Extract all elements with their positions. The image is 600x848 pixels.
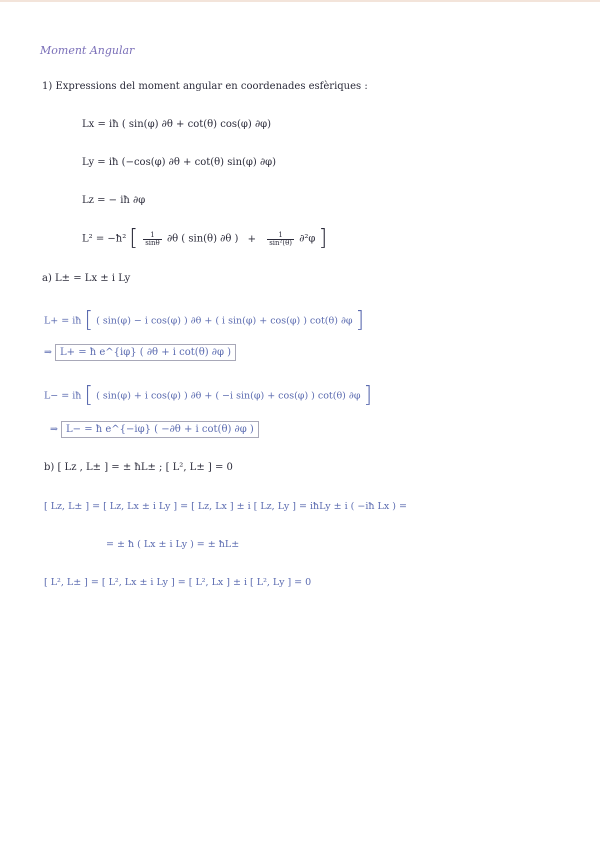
l2-middle-term: ∂θ ( sin(θ) ∂θ ): [166, 233, 239, 245]
page-title: Moment Angular: [40, 44, 135, 57]
section1-heading: 1) Expressions del moment angular en coordenades esfèriques :: [42, 81, 368, 92]
commutator-lz-line-1: [ Lz, L± ] = [ Lz, Lx ± i Ly ] = [ Lz, Lx ] ± i [ Lz, Ly ] = iħLy ± i ( −iħ Lx ) =: [44, 501, 407, 512]
lplus-boxed-result: L+ = ħ e^{iφ} ( ∂θ + i cot(θ) ∂φ ): [55, 344, 236, 361]
lplus-close-bracket: ]: [355, 308, 365, 333]
page-top-border: [0, 0, 600, 2]
l2-frac1-numerator: 1: [143, 232, 162, 240]
lplus-result-row: [44, 348, 236, 358]
lx-equation: Lx = iħ ( sin(φ) ∂θ + cot(θ) cos(φ) ∂φ): [82, 119, 272, 130]
commutator-lz-line-2: = ± ħ ( Lx ± i Ly ) = ± ħL±: [106, 539, 240, 550]
lminus-lhs: L− = iħ: [44, 390, 82, 402]
l2-fraction-2: [267, 232, 294, 247]
lminus-arrow: ⇒: [50, 424, 58, 435]
lplus-inner: ( sin(φ) − i cos(φ) ) ∂θ + ( i sin(φ) + cos(φ) ) cot(θ) ∂φ: [96, 315, 353, 327]
lminus-result-row: [50, 425, 259, 435]
l2-fraction-1: [143, 232, 162, 247]
lplus-open-bracket: [: [84, 308, 94, 333]
ly-equation: Ly = iħ (−cos(φ) ∂θ + cot(θ) sin(φ) ∂φ): [82, 157, 277, 168]
l2-prefix: L² = −ħ²: [82, 233, 127, 245]
lminus-close-bracket: ]: [363, 383, 373, 408]
l2-end-term: ∂²φ: [299, 233, 316, 245]
lplus-arrow: ⇒: [44, 347, 52, 358]
lminus-boxed-result: L− = ħ e^{−iφ} ( −∂θ + i cot(θ) ∂φ ): [61, 421, 259, 438]
lminus-open-bracket: [: [84, 383, 94, 408]
l2-plus: +: [247, 233, 257, 245]
lplus-derivation: [44, 310, 364, 332]
l2-open-bracket: [: [129, 226, 138, 251]
lplus-lhs: L+ = iħ: [44, 315, 82, 327]
l2-frac2-denominator: sin²(θ): [269, 238, 293, 247]
l2-frac1-denominator: sinθ: [145, 238, 160, 247]
lminus-derivation: [44, 385, 372, 407]
commutator-l2-line: [ L², L± ] = [ L², Lx ± i Ly ] = [ L², Lx ] ± i [ L², Ly ] = 0: [44, 577, 312, 588]
part-b-heading: b) [ Lz , L± ] = ± ħL± ; [ L², L± ] = 0: [44, 462, 233, 473]
lminus-inner: ( sin(φ) + i cos(φ) ) ∂θ + ( −i sin(φ) + cos(φ) ) cot(θ) ∂φ: [96, 390, 361, 402]
l2-close-bracket: ]: [318, 226, 328, 251]
lz-equation: Lz = − iħ ∂φ: [82, 195, 146, 206]
l2-equation: [82, 228, 327, 250]
part-a-heading: a) L± = Lx ± i Ly: [42, 273, 131, 284]
l2-frac2-numerator: 1: [267, 232, 294, 240]
